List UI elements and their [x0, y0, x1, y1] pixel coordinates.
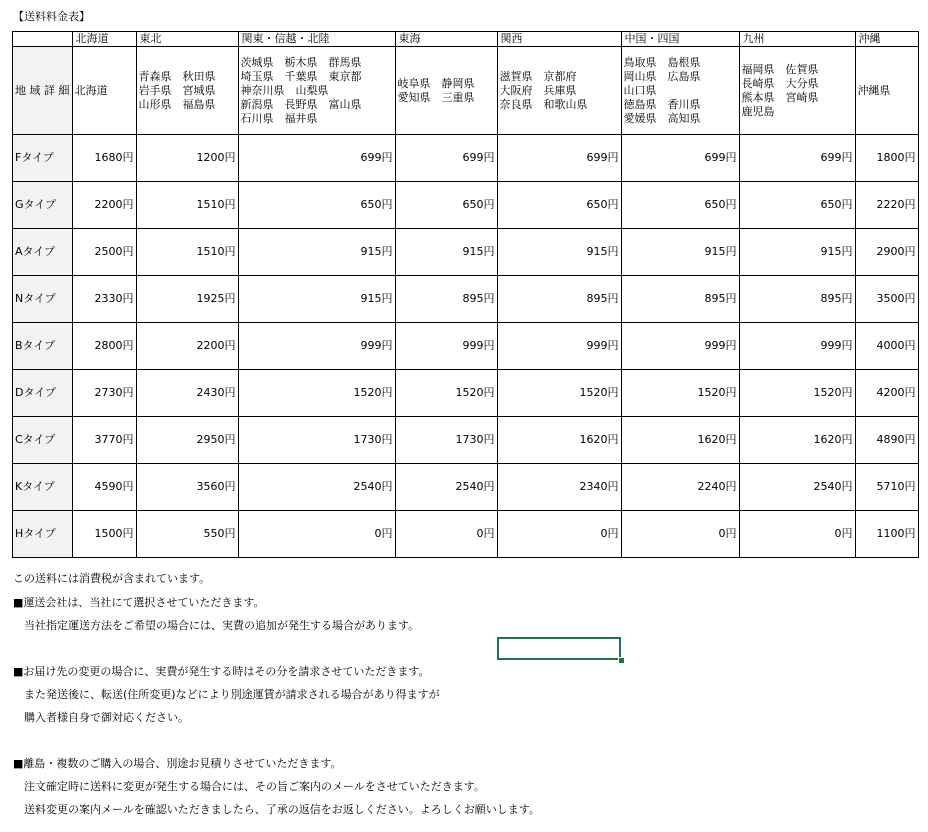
- note-self-handling: 購入者様自身で御対応ください。: [13, 711, 189, 724]
- corner-cell[interactable]: [13, 32, 73, 47]
- price-cell[interactable]: 650円: [238, 182, 395, 229]
- price-cell[interactable]: 1510円: [136, 229, 238, 276]
- note-remote-island: ■離島・複数のご購入の場合、別途お見積りさせていただきます。: [13, 757, 342, 770]
- price-cell[interactable]: 2220円: [855, 182, 918, 229]
- note-tax: この送料には消費税が含まれています。: [13, 572, 211, 585]
- region-header[interactable]: 東海: [395, 32, 497, 47]
- rate-row: [13, 417, 919, 464]
- price-cell[interactable]: 2950円: [136, 417, 238, 464]
- price-cell[interactable]: 2430円: [136, 370, 238, 417]
- price-cell[interactable]: 699円: [238, 135, 395, 182]
- rate-row: [13, 182, 919, 229]
- note-address-change: ■お届け先の変更の場合に、実費が発生する時はその分を請求させていただきます。: [13, 665, 430, 678]
- region-detail[interactable]: 北海道: [72, 47, 136, 135]
- region-detail[interactable]: 滋賀県 京都府 大阪府 兵庫県 奈良県 和歌山県: [497, 47, 621, 135]
- sheet-title: 【送料料金表】: [13, 10, 90, 23]
- price-cell[interactable]: 1620円: [621, 417, 739, 464]
- price-cell[interactable]: 895円: [739, 276, 855, 323]
- price-cell[interactable]: 1620円: [497, 417, 621, 464]
- price-cell[interactable]: 2200円: [136, 323, 238, 370]
- type-label[interactable]: Cタイプ: [13, 417, 73, 464]
- price-cell[interactable]: 915円: [395, 229, 497, 276]
- price-cell[interactable]: 0円: [739, 511, 855, 558]
- price-cell[interactable]: 1680円: [72, 135, 136, 182]
- rate-row: [13, 135, 919, 182]
- type-label[interactable]: Aタイプ: [13, 229, 73, 276]
- region-header[interactable]: 北海道: [72, 32, 136, 47]
- price-cell[interactable]: 650円: [739, 182, 855, 229]
- region-header[interactable]: 東北: [136, 32, 238, 47]
- price-cell[interactable]: 2500円: [72, 229, 136, 276]
- rate-row: [13, 511, 919, 558]
- note-forwarding: また発送後に、転送(住所変更)などにより別途運賃が請求される場合があり得ますが: [13, 688, 440, 701]
- price-cell[interactable]: 650円: [395, 182, 497, 229]
- region-detail[interactable]: 沖縄県: [855, 47, 918, 135]
- selected-cell[interactable]: [497, 637, 621, 660]
- price-cell[interactable]: 1510円: [136, 182, 238, 229]
- price-cell[interactable]: 999円: [395, 323, 497, 370]
- price-cell[interactable]: 1730円: [238, 417, 395, 464]
- price-cell[interactable]: 550円: [136, 511, 238, 558]
- price-cell[interactable]: 0円: [621, 511, 739, 558]
- price-cell[interactable]: 4890円: [855, 417, 918, 464]
- region-header[interactable]: 関西: [497, 32, 621, 47]
- price-cell[interactable]: 1520円: [739, 370, 855, 417]
- price-cell[interactable]: 915円: [238, 276, 395, 323]
- price-cell[interactable]: 1620円: [739, 417, 855, 464]
- shipping-rate-table: [12, 31, 919, 558]
- price-cell[interactable]: 1520円: [395, 370, 497, 417]
- region-detail-row: [13, 47, 919, 135]
- price-cell[interactable]: 2800円: [72, 323, 136, 370]
- type-label[interactable]: Bタイプ: [13, 323, 73, 370]
- price-cell[interactable]: 0円: [395, 511, 497, 558]
- price-cell[interactable]: 650円: [497, 182, 621, 229]
- price-cell[interactable]: 699円: [621, 135, 739, 182]
- price-cell[interactable]: 0円: [238, 511, 395, 558]
- region-header-row: [13, 32, 919, 47]
- type-label[interactable]: Nタイプ: [13, 276, 73, 323]
- price-cell[interactable]: 1100円: [855, 511, 918, 558]
- type-label[interactable]: Dタイプ: [13, 370, 73, 417]
- region-header[interactable]: 九州: [739, 32, 855, 47]
- price-cell[interactable]: 4000円: [855, 323, 918, 370]
- price-cell[interactable]: 1200円: [136, 135, 238, 182]
- type-label[interactable]: Hタイプ: [13, 511, 73, 558]
- type-label[interactable]: Fタイプ: [13, 135, 73, 182]
- note-reply-request: 送料変更の案内メールを確認いただきましたら、了承の返信をお返しください。よろしくお願いします。: [13, 803, 540, 816]
- price-cell[interactable]: 699円: [739, 135, 855, 182]
- rate-row: [13, 370, 919, 417]
- price-cell[interactable]: 2730円: [72, 370, 136, 417]
- price-cell[interactable]: 915円: [497, 229, 621, 276]
- price-cell[interactable]: 699円: [395, 135, 497, 182]
- price-cell[interactable]: 1730円: [395, 417, 497, 464]
- price-cell[interactable]: 3770円: [72, 417, 136, 464]
- price-cell[interactable]: 2900円: [855, 229, 918, 276]
- area-detail-label[interactable]: 地 域 詳 細: [13, 47, 73, 135]
- price-cell[interactable]: 2540円: [238, 464, 395, 511]
- region-header[interactable]: 沖縄: [855, 32, 918, 47]
- fill-handle[interactable]: [618, 657, 625, 664]
- price-cell[interactable]: 2200円: [72, 182, 136, 229]
- region-header[interactable]: 関東・信越・北陸: [238, 32, 395, 47]
- price-cell[interactable]: 0円: [497, 511, 621, 558]
- type-label[interactable]: Kタイプ: [13, 464, 73, 511]
- price-cell[interactable]: 2540円: [739, 464, 855, 511]
- price-cell[interactable]: 895円: [497, 276, 621, 323]
- price-cell[interactable]: 3560円: [136, 464, 238, 511]
- region-detail[interactable]: 岐阜県 静岡県 愛知県 三重県: [395, 47, 497, 135]
- note-carrier: ■運送会社は、当社にて選択させていただきます。: [13, 596, 265, 609]
- rate-row: [13, 229, 919, 276]
- price-cell[interactable]: 2240円: [621, 464, 739, 511]
- price-cell[interactable]: 699円: [497, 135, 621, 182]
- rate-row: [13, 276, 919, 323]
- region-detail[interactable]: 青森県 秋田県 岩手県 宮城県 山形県 福島県: [136, 47, 238, 135]
- price-cell[interactable]: 5710円: [855, 464, 918, 511]
- price-cell[interactable]: 1520円: [238, 370, 395, 417]
- type-label[interactable]: Gタイプ: [13, 182, 73, 229]
- note-carrier-detail: 当社指定運送方法をご希望の場合には、実費の追加が発生する場合があります。: [13, 619, 420, 632]
- price-cell[interactable]: 4200円: [855, 370, 918, 417]
- price-cell[interactable]: 999円: [238, 323, 395, 370]
- price-cell[interactable]: 999円: [497, 323, 621, 370]
- price-cell[interactable]: 1800円: [855, 135, 918, 182]
- price-cell[interactable]: 1520円: [621, 370, 739, 417]
- price-cell[interactable]: 915円: [621, 229, 739, 276]
- price-cell[interactable]: 895円: [395, 276, 497, 323]
- price-cell[interactable]: 2540円: [395, 464, 497, 511]
- price-cell[interactable]: 915円: [739, 229, 855, 276]
- price-cell[interactable]: 1520円: [497, 370, 621, 417]
- rate-row: [13, 464, 919, 511]
- price-cell[interactable]: 3500円: [855, 276, 918, 323]
- price-cell[interactable]: 2340円: [497, 464, 621, 511]
- price-cell[interactable]: 2330円: [72, 276, 136, 323]
- region-detail[interactable]: 茨城県 栃木県 群馬県 埼玉県 千葉県 東京都 神奈川県 山梨県 新潟県 長野県 富山県 石川県 福井県: [238, 47, 395, 135]
- region-detail[interactable]: 鳥取県 島根県 岡山県 広島県 山口県 徳島県 香川県 愛媛県 高知県: [621, 47, 739, 135]
- price-cell[interactable]: 915円: [238, 229, 395, 276]
- region-header[interactable]: 中国・四国: [621, 32, 739, 47]
- region-detail[interactable]: 福岡県 佐賀県 長崎県 大分県 熊本県 宮崎県 鹿児島: [739, 47, 855, 135]
- price-cell[interactable]: 999円: [621, 323, 739, 370]
- price-cell[interactable]: 895円: [621, 276, 739, 323]
- price-cell[interactable]: 1925円: [136, 276, 238, 323]
- price-cell[interactable]: 999円: [739, 323, 855, 370]
- price-cell[interactable]: 650円: [621, 182, 739, 229]
- note-order-confirm: 注文確定時に送料に変更が発生する場合には、その旨ご案内のメールをさせていただきます。: [13, 780, 485, 793]
- price-cell[interactable]: 1500円: [72, 511, 136, 558]
- price-cell[interactable]: 4590円: [72, 464, 136, 511]
- rate-row: [13, 323, 919, 370]
